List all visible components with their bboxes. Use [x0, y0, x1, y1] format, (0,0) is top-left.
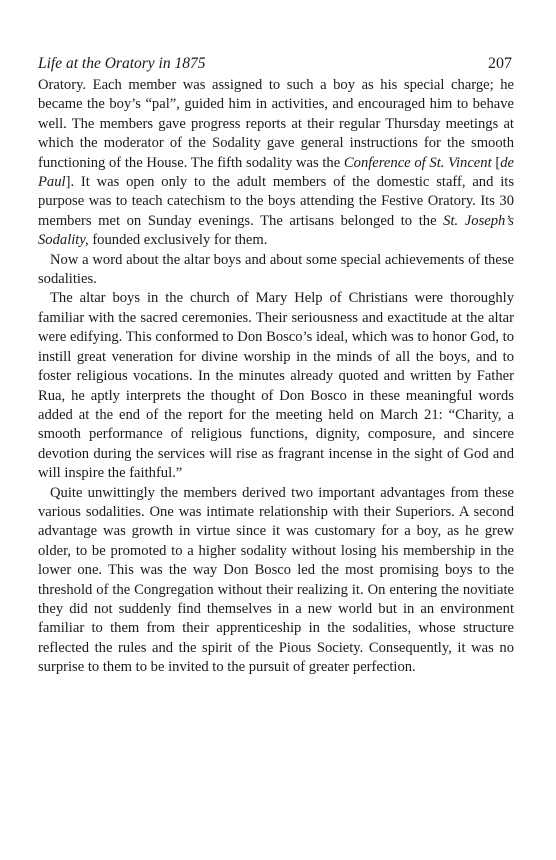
text-run: Oratory. Each member was assigned to such a boy as his special charge; he became the boy’s “pal”, guided him in activities, and encouraged him to behave well. The members gave progress reports at their regular Thursday meetings at which the moderator of the Sodality gave general instructions for the smooth functioning of the House. The fifth sodality was the: [38, 77, 514, 171]
italic-title-conference: Conference of St. Vincent: [343, 154, 492, 171]
text-run: founded exclusively for them.: [88, 232, 268, 249]
running-title: Life at the Oratory in 1875: [38, 55, 206, 72]
paragraph-altar-boys-intro: Now a word about the altar boys and about some special achievements of these sodalities.: [38, 251, 514, 288]
running-head: [38, 54, 514, 74]
italic-title-st-joseph: St. Joseph’s Sodality,: [38, 212, 514, 249]
italic-title-de-paul: de Paul: [38, 154, 514, 191]
paragraph-continuation: [38, 76, 514, 251]
body-text: [38, 76, 514, 678]
page-number: 207: [488, 55, 512, 72]
text-run: [: [491, 154, 501, 171]
book-page: [38, 54, 514, 678]
paragraph-altar-boys: The altar boys in the church of Mary Help of Christians were thoroughly familiar with the sacred ceremonies. Their seriousness and exactitude at the altar were edifying. This conformed to Don Bosco’s ideal, which was to honor God, to instill great veneration for divine worship in the minds of all the boys, and to foster religious vocations. In the minutes already quoted and written by Father Rua, he aptly interprets the thought of Don Bosco in these meaningful words added at the end of the report for the meeting held on March 21: “Charity, a smooth performance of religious functions, dignity, composure, and sincere devotion during the services will rise as fragrant incense in the sight of God and will inspire the faithful.”: [38, 290, 514, 482]
paragraph-advantages: Quite unwittingly the members derived two important advantages from these various sodalities. One was intimate relationship with their Superiors. A second advantage was growth in virtue since it was customary for a boy, as he grew older, to be promoted to a higher sodality without losing his membership in the lower one. This was the way Don Bosco led the most promising boys to the threshold of the Congregation without their realizing it. On entering the novitiate they did not suddenly find themselves in a new world but in an environment familiar to them from their apprenticeship in the sodalities, whose structure reflected the rules and the spirit of the Pious Society. Consequently, it was no surprise to them to be invited to the pursuit of greater perfection.: [38, 484, 514, 676]
text-run: ]. It was open only to the adult members of the domestic staff, and its purpose was to teach catechism to the boys attending the Festive Oratory. Its 30 members met on Sunday evenings. The artisans belonged to the: [38, 174, 514, 229]
